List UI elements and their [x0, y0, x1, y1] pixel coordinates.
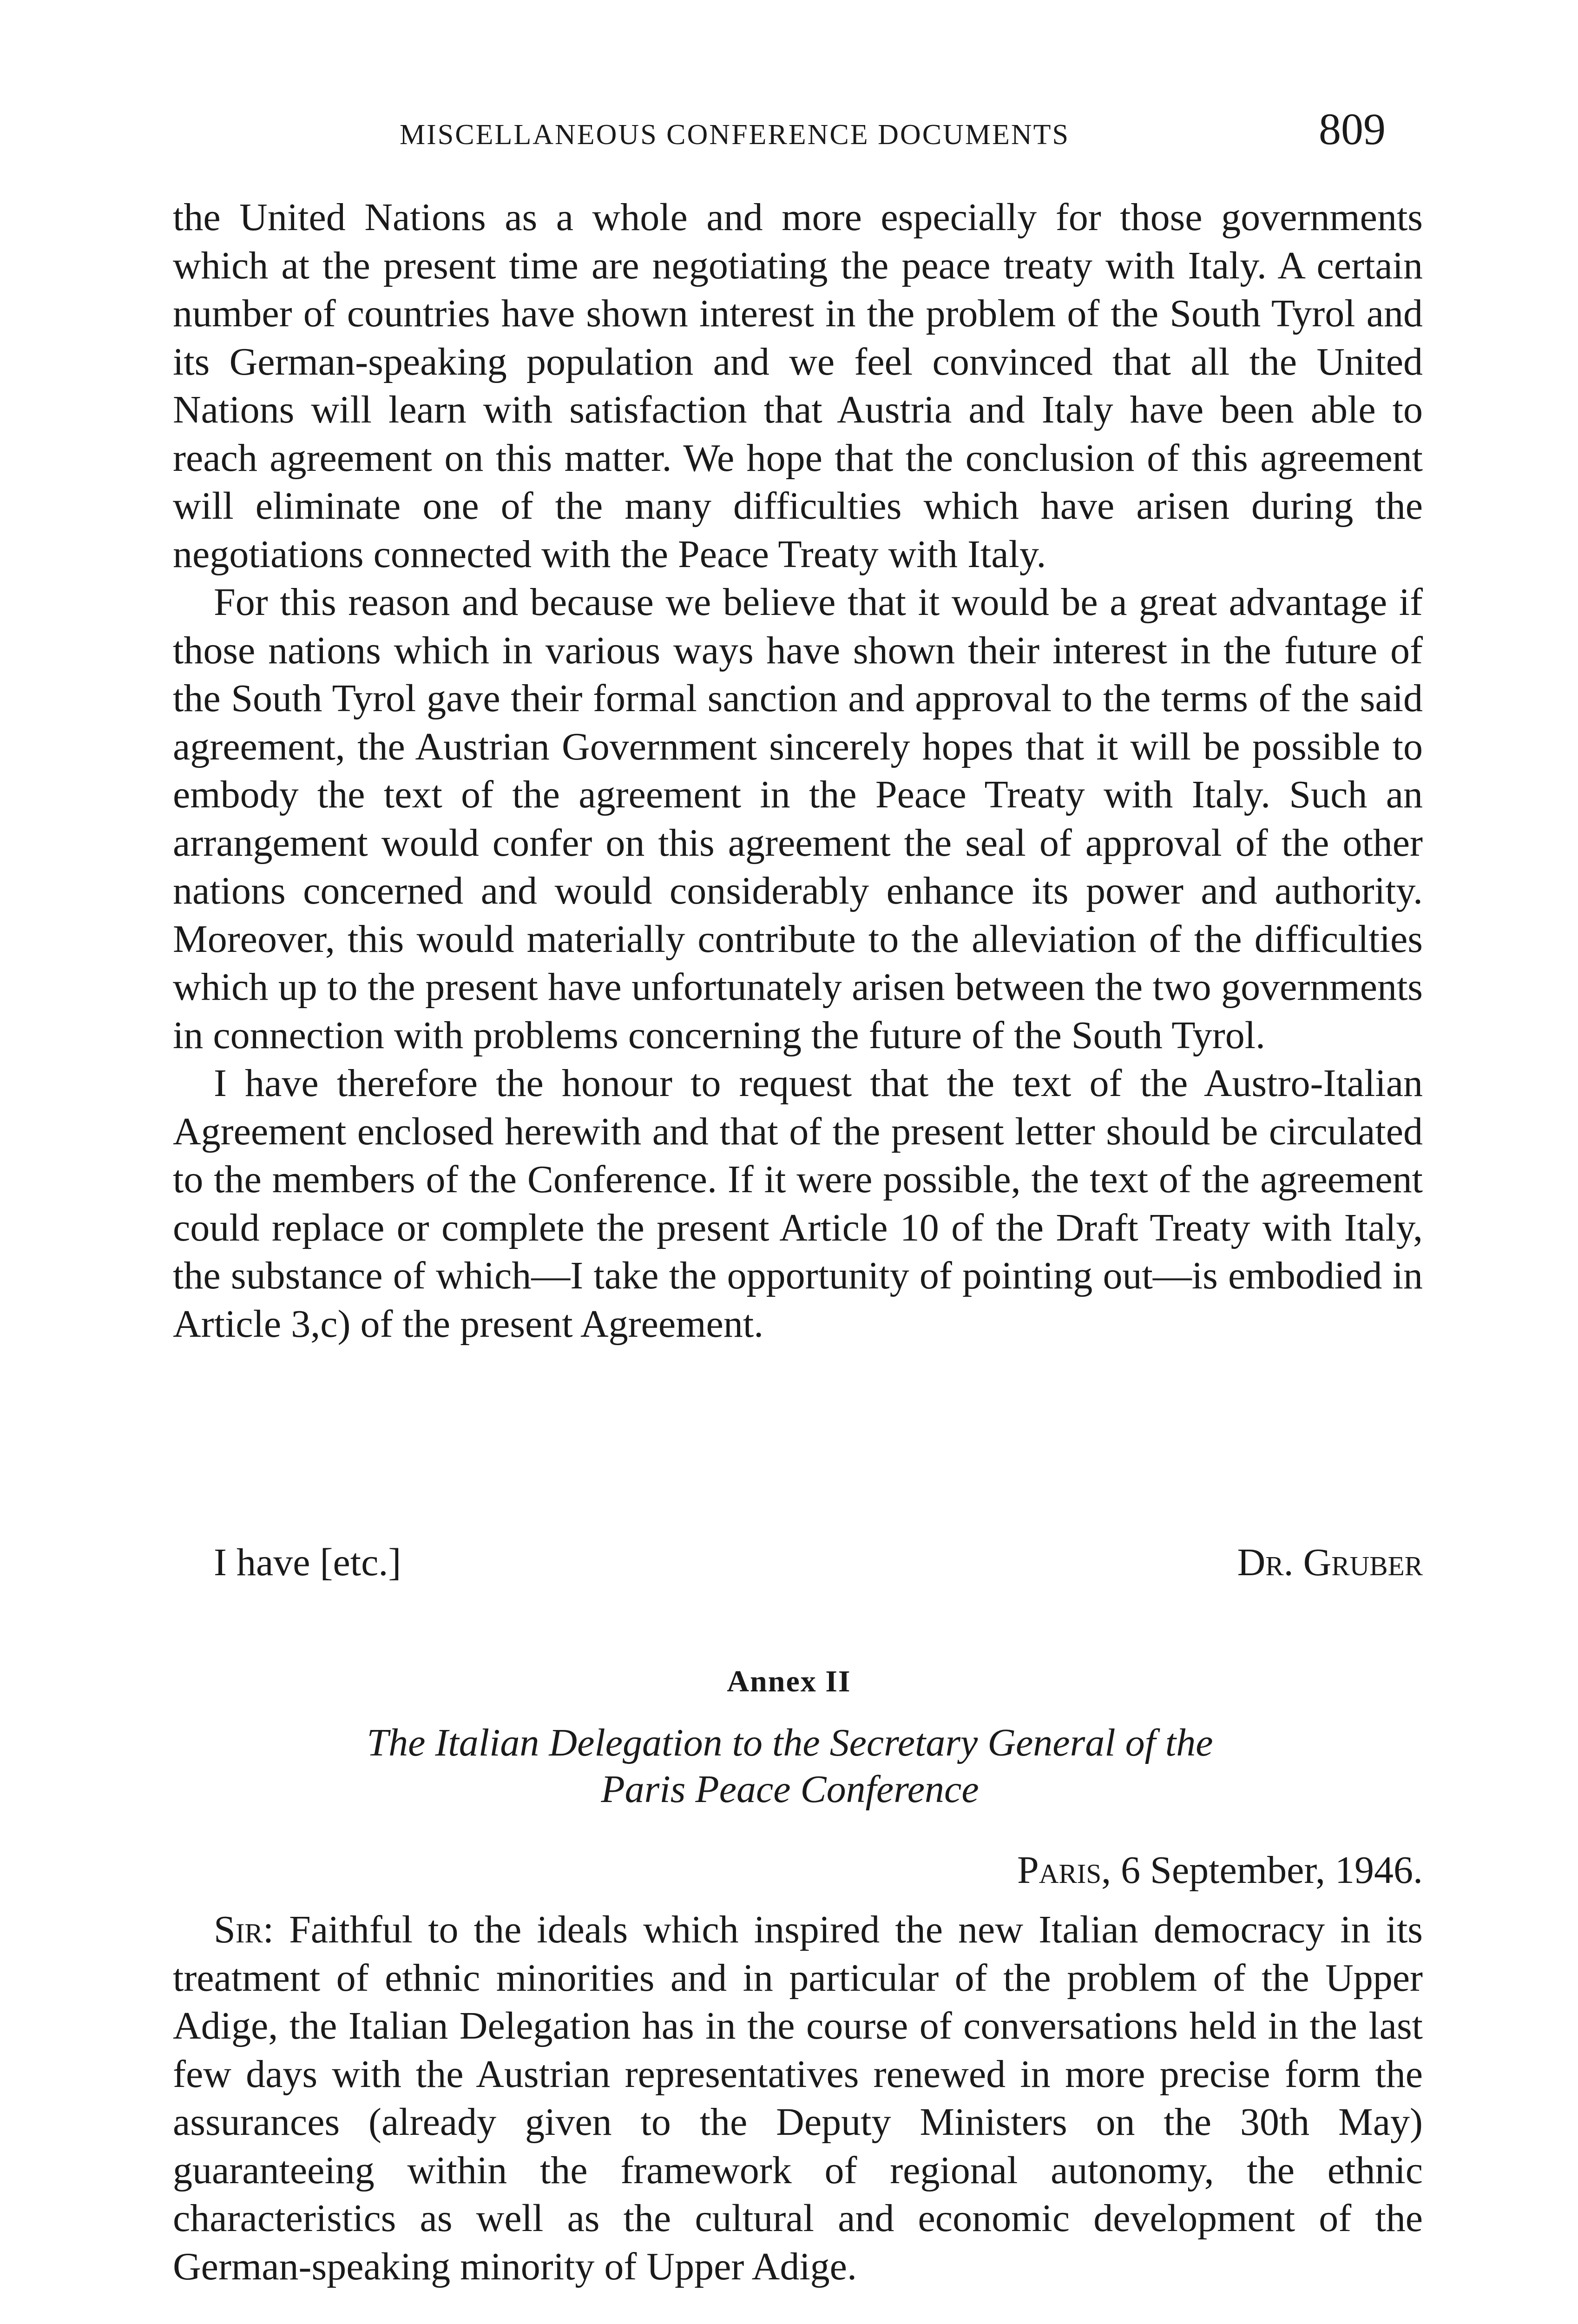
dateline-date: 6 September, 1946. — [1111, 1849, 1423, 1892]
annex-paragraph-1 — [173, 1906, 1423, 2291]
closing-formula: I have [etc.] — [214, 1541, 401, 1584]
letter-body — [173, 193, 1423, 1348]
page-number: 809 — [1319, 104, 1386, 154]
annex-letter-body — [173, 1906, 1423, 2291]
dateline-place: Paris, — [1017, 1849, 1111, 1892]
dateline — [1017, 1848, 1423, 1893]
salutation: Sir — [214, 1908, 263, 1951]
annex-heading: Annex II — [727, 1664, 851, 1698]
annex-paragraph-1-text: : Faithful to the ideals which inspired the new Italian democracy in its treatment of ethnic minorities and in particular of the problem of the Upper Adige, the Italian Delegation has in the course of conversations held in the last few days with the Austrian representatives renewed in more precise form the assurances (already given to the Deputy Ministers on the 30th May) guaranteeing within the framework of regional autonomy, the ethnic characteristics as well as the cultural and economic development of the German-speaking minority of Upper Adige. — [173, 1908, 1423, 2288]
body-paragraph-1: the United Nations as a whole and more especially for those governments which at the present time are negotiating the peace treaty with Italy. A certain number of countries have shown interest in the problem of the South Tyrol and its German-speaking population and we feel convinced that all the United Nations will learn with satisfaction that Austria and Italy have been able to reach agreement on this matter. We hope that the conclusion of this agreement will eliminate one of the many difficulties which have arisen during the negotiations connected with the Peace Treaty with Italy. — [173, 196, 1423, 576]
body-paragraph-3: I have therefore the honour to request that the text of the Austro-Italian Agreement enclosed herewith and that of the present letter should be circulated to the members of the Conference. If it were possible, the text of the agreement could replace or complete the present Article 10 of the Draft Treaty with Italy, the substance of which—I take the opportunity of pointing out—is embodied in Article 3,c) of the present Agreement. — [173, 1062, 1423, 1346]
body-paragraph-2: For this reason and because we believe that it would be a great advantage if those nations which in various ways have shown their interest in the future of the South Tyrol gave their formal sanction and approval to the terms of the said agreement, the Austrian Government sincerely hopes that it will be possible to embody the text of the agreement in the Peace Treaty with Italy. Such an arrangement would confer on this agreement the seal of approval of the other nations concerned and would considerably enhance its power and authority. Moreover, this would materially contribute to the alleviation of the difficulties which up to the present have unfortunately arisen between the two governments in connection with problems concerning the future of the South Tyrol. — [173, 581, 1423, 1057]
annex-title-line-1: The Italian Delegation to the Secretary General of the — [367, 1721, 1213, 1764]
annex-title — [279, 1720, 1301, 1813]
annex-title-line-2: Paris Peace Conference — [601, 1768, 979, 1811]
running-header-title: MISCELLANEOUS CONFERENCE DOCUMENTS — [400, 119, 1070, 151]
signature: Dr. Gruber — [1237, 1541, 1423, 1584]
